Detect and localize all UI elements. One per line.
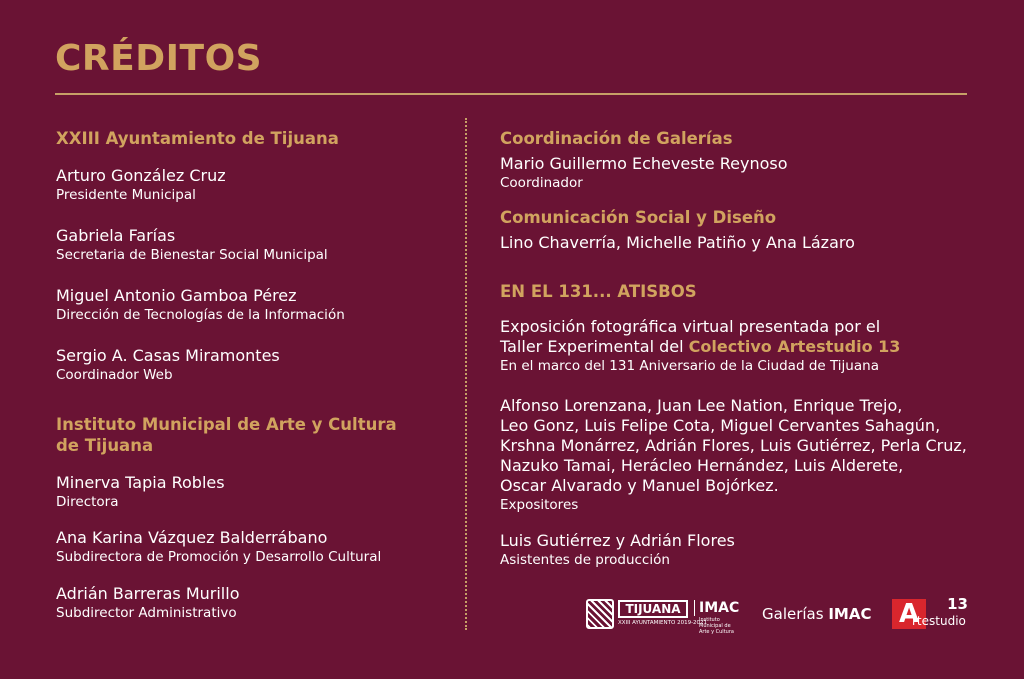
expositores-line: Leo Gonz, Luis Felipe Cota, Miguel Cervantes Sahagún, — [500, 416, 941, 435]
credit-name: Miguel Antonio Gamboa Pérez — [56, 286, 297, 305]
tijuana-wordmark: TIJUANA — [618, 600, 688, 618]
credit-name: Lino Chaverría, Michelle Patiño y Ana Lázaro — [500, 233, 855, 252]
heading-line: de Tijuana — [56, 436, 154, 455]
artestudio-logo — [892, 597, 968, 631]
credit-entry — [56, 346, 456, 384]
section-heading-galerias: Coordinación de Galerías — [500, 129, 733, 148]
section-heading-exhibit: EN EL 131... ATISBOS — [500, 282, 697, 301]
credit-name: Minerva Tapia Robles — [56, 473, 225, 492]
expositores-line: Alfonso Lorenzana, Juan Lee Nation, Enrique Trejo, — [500, 396, 903, 415]
section-heading-comunicacion: Comunicación Social y Diseño — [500, 208, 777, 227]
credit-name: Mario Guillermo Echeveste Reynoso — [500, 154, 788, 173]
tijuana-imac-logo — [586, 597, 740, 635]
title-rule — [55, 93, 967, 95]
credit-entry — [56, 286, 456, 324]
credit-entry — [56, 226, 456, 264]
expositores-line: Oscar Alvarado y Manuel Bojórkez. — [500, 476, 779, 495]
credit-name: Ana Karina Vázquez Balderrábano — [56, 528, 328, 547]
credit-entry — [56, 584, 456, 622]
expositores-line: Nazuko Tamai, Herácleo Hernández, Luis Alderete, — [500, 456, 904, 475]
credit-role: Presidente Municipal — [56, 187, 196, 203]
credit-role: Secretaria de Bienestar Social Municipal — [56, 247, 328, 263]
page-title: CRÉDITOS — [55, 38, 263, 79]
credit-role: Asistentes de producción — [500, 552, 670, 568]
credit-role: Directora — [56, 494, 119, 510]
credit-name: Arturo González Cruz — [56, 166, 226, 185]
credit-entry — [56, 528, 456, 566]
city-seal-icon — [586, 599, 614, 629]
credit-role: Subdirectora de Promoción y Desarrollo Cultural — [56, 549, 382, 565]
credit-role: Subdirector Administrativo — [56, 605, 237, 621]
credit-role: Dirección de Tecnologías de la Información — [56, 307, 345, 323]
description-line: Exposición fotográfica virtual presentada por el — [500, 317, 881, 336]
column-divider — [465, 118, 467, 630]
credit-entry — [56, 166, 456, 204]
section-heading-imac — [56, 414, 456, 456]
galerias-imac-text: IMAC — [828, 605, 872, 623]
credit-entry — [500, 154, 970, 192]
exhibit-description — [500, 317, 970, 375]
imac-caption: Instituto Municipal de Arte y Cultura — [699, 617, 734, 635]
credit-role: Expositores — [500, 497, 579, 513]
credit-name: Adrián Barreras Murillo — [56, 584, 240, 603]
credit-name: Luis Gutiérrez y Adrián Flores — [500, 531, 735, 550]
section-heading-ayuntamiento: XXIII Ayuntamiento de Tijuana — [56, 129, 339, 148]
expositores-line: Krshna Monárrez, Adrián Flores, Luis Gutiérrez, Perla Cruz, — [500, 436, 967, 455]
artestudio-number: 13 — [947, 595, 968, 613]
description-text: Taller Experimental del — [500, 337, 689, 356]
artestudio-word: rtestudio — [912, 614, 966, 628]
logo-strip — [586, 597, 968, 633]
ayuntamiento-caption: XXIII AYUNTAMIENTO 2019-2021 — [618, 620, 708, 626]
galerias-imac-logo — [762, 605, 871, 623]
description-line: En el marco del 131 Aniversario de la Ciudad de Tijuana — [500, 358, 879, 374]
artestudio-a-mark: A — [892, 599, 926, 629]
credit-entry — [56, 473, 456, 511]
credit-entry — [500, 531, 970, 569]
right-column — [500, 128, 970, 569]
credit-role: Coordinador Web — [56, 367, 173, 383]
galerias-text: Galerías — [762, 605, 829, 623]
credit-name: Sergio A. Casas Miramontes — [56, 346, 280, 365]
left-column — [56, 128, 456, 622]
heading-line: Instituto Municipal de Arte y Cultura — [56, 415, 397, 434]
credit-name: Gabriela Farías — [56, 226, 176, 245]
collective-name: Colectivo Artestudio 13 — [688, 337, 901, 356]
description-line — [500, 337, 970, 357]
expositores-block — [500, 396, 970, 514]
credit-role: Coordinador — [500, 175, 583, 191]
imac-wordmark: IMAC — [694, 600, 739, 616]
